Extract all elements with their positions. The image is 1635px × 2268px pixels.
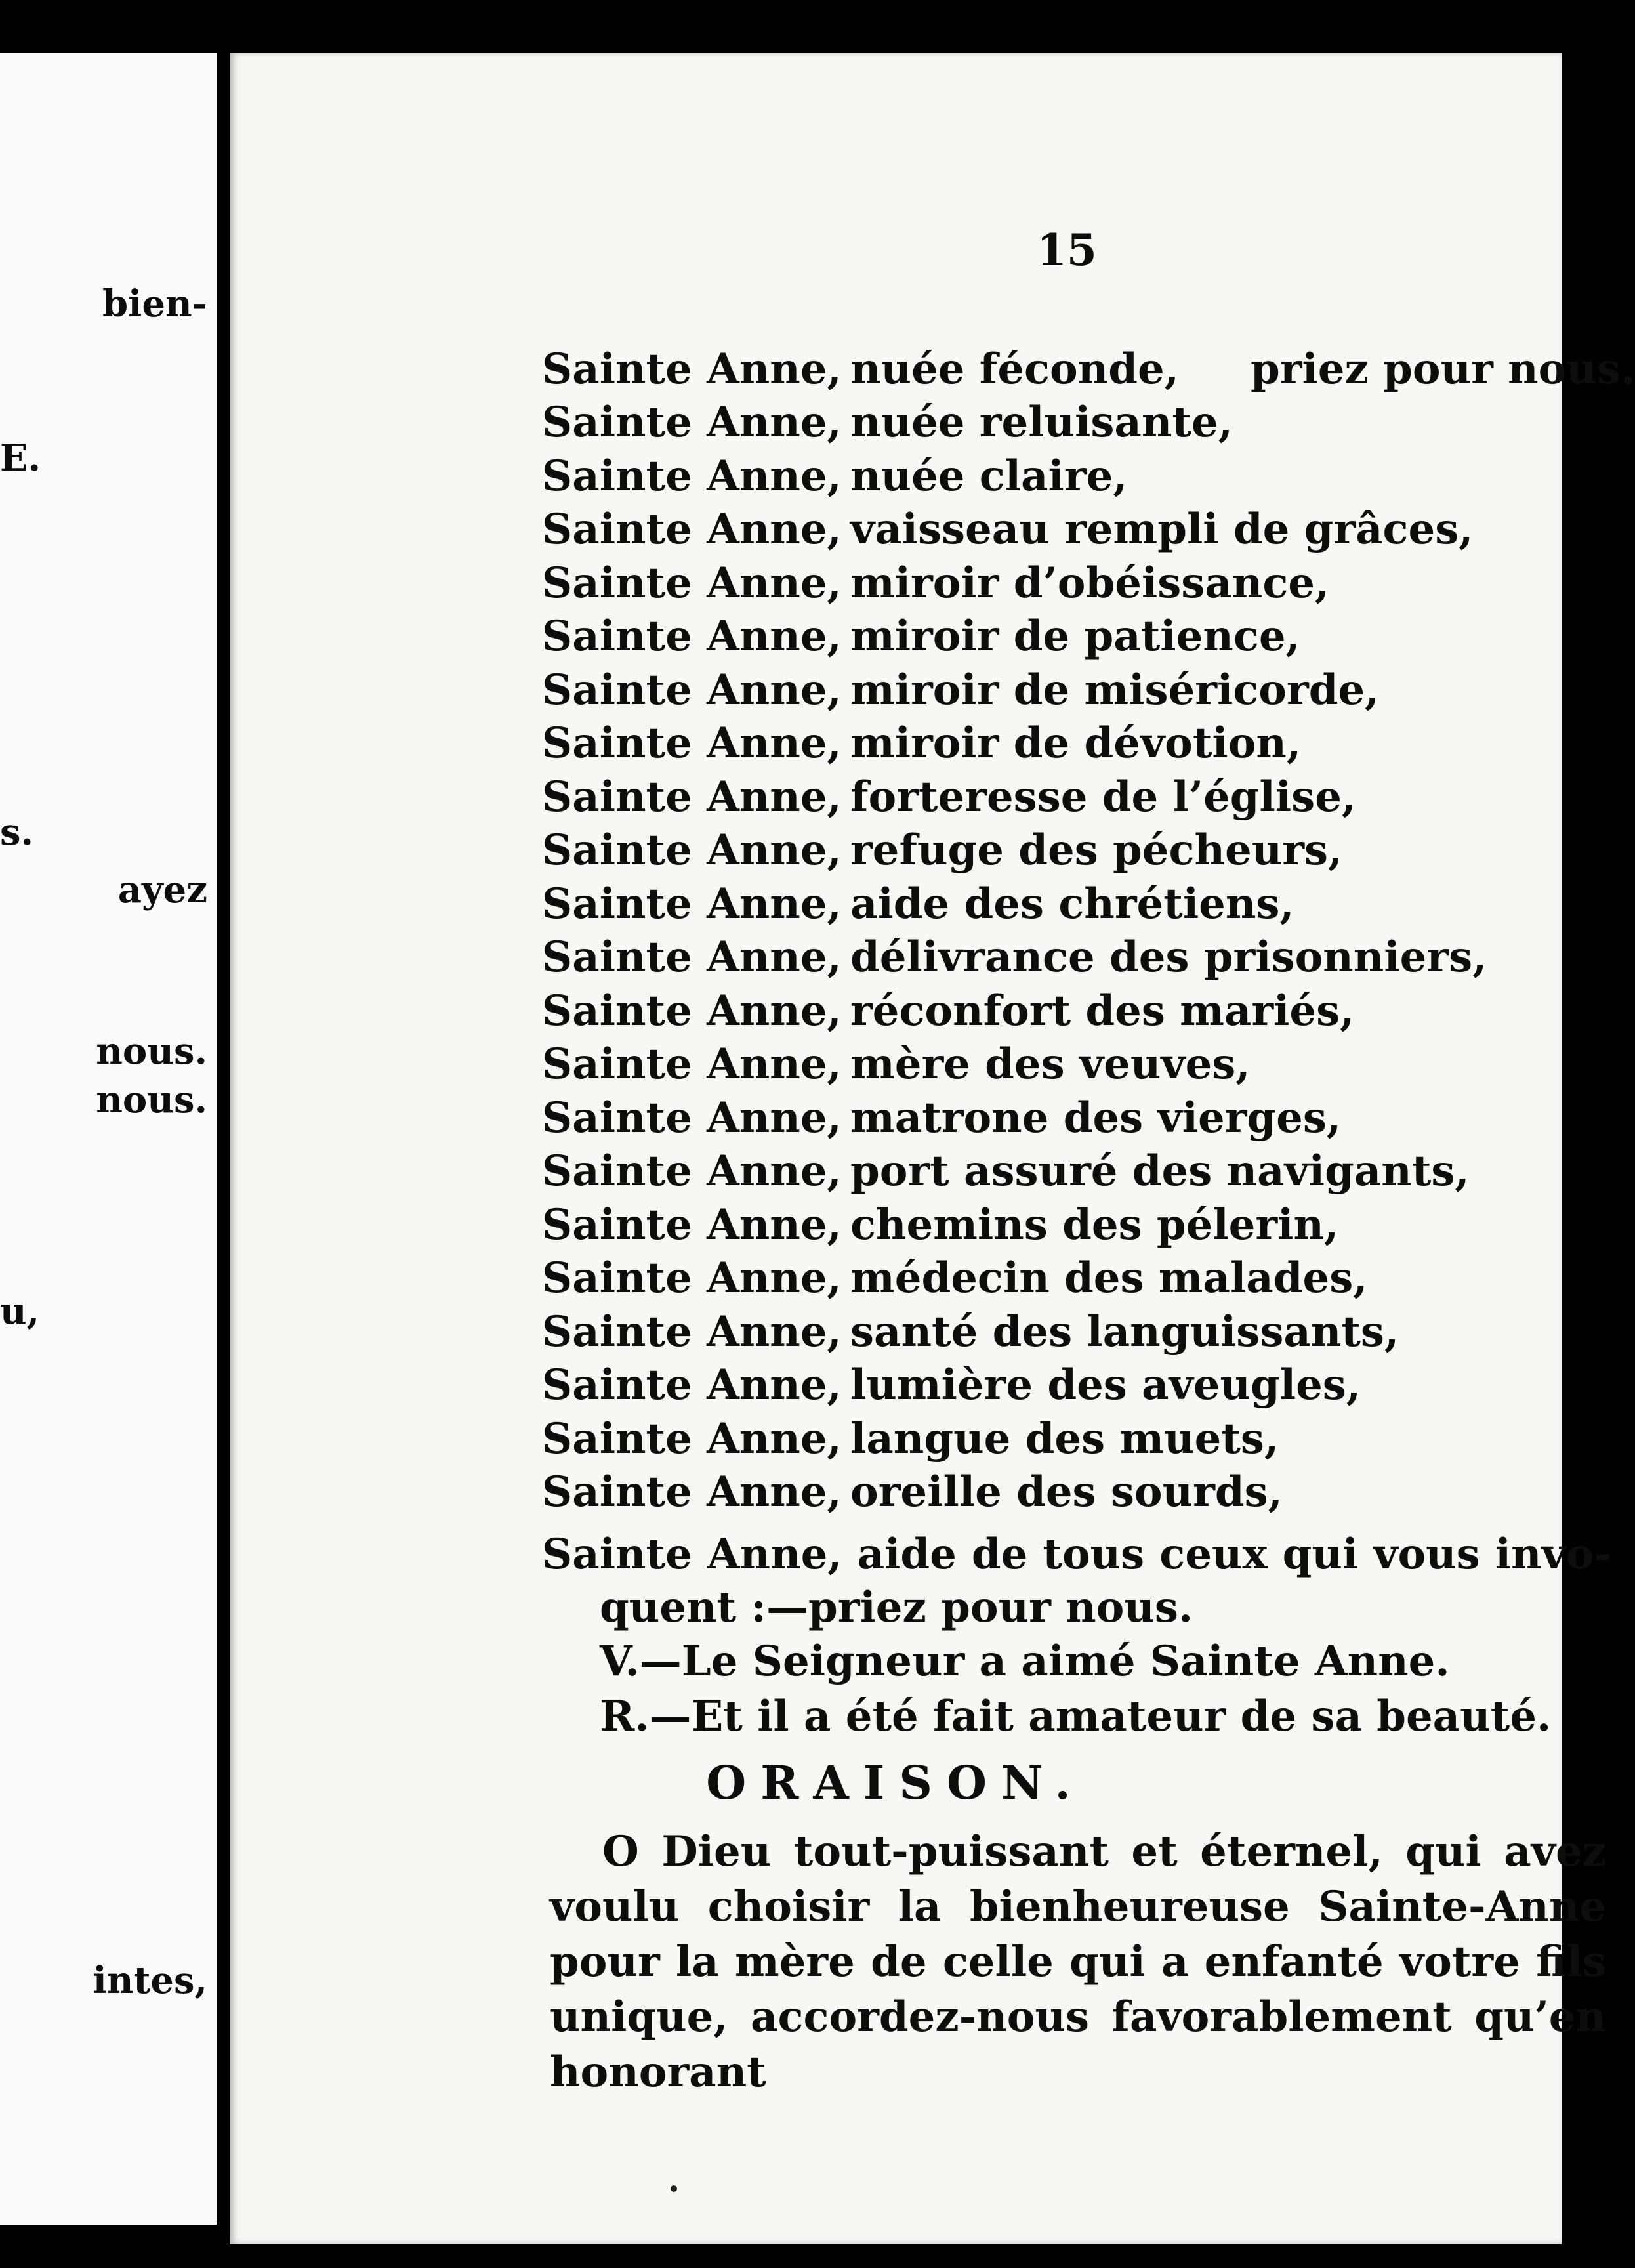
left-page-text: s. xyxy=(0,810,34,854)
litany-line xyxy=(542,1198,1605,1252)
page-number: 15 xyxy=(1037,224,1097,276)
litany-title: lumière des aveugles, xyxy=(850,1360,1361,1410)
prayer-heading: ORAISON. xyxy=(706,1755,1085,1810)
litany-line xyxy=(542,717,1605,771)
final-line-1: Sainte Anne, aide de tous ceux qui vous invo- xyxy=(542,1530,1611,1579)
left-page-text: bien- xyxy=(102,282,207,326)
litany-title: miroir de patience, xyxy=(850,612,1300,662)
litany-name: Sainte Anne, xyxy=(542,772,842,822)
litany-line xyxy=(542,610,1605,664)
final-line-2: quent :—priez pour nous. xyxy=(600,1583,1193,1632)
left-page-text: E. xyxy=(0,436,41,480)
litany-name: Sainte Anne, xyxy=(542,558,842,608)
litany-line xyxy=(542,984,1605,1038)
litany-name: Sainte Anne, xyxy=(542,879,842,929)
litany-title: chemins des pélerin, xyxy=(850,1200,1339,1250)
litany-name: Sainte Anne, xyxy=(542,1360,842,1410)
litany-title: miroir d’obéissance, xyxy=(850,558,1330,608)
litany-name: Sainte Anne, xyxy=(542,826,842,875)
litany-line xyxy=(542,663,1605,717)
ink-speck xyxy=(671,2185,677,2192)
versicle: V.—Le Seigneur a aimé Sainte Anne. xyxy=(600,1637,1450,1686)
litany-response: priez pour nous. xyxy=(1251,344,1635,394)
litany-name: Sainte Anne, xyxy=(542,1040,842,1089)
litany-name: Sainte Anne, xyxy=(542,1146,842,1196)
litany-title: miroir de miséricorde, xyxy=(850,665,1380,715)
litany-line xyxy=(542,770,1605,824)
litany-name: Sainte Anne, xyxy=(542,451,842,501)
litany-title: refuge des pécheurs, xyxy=(850,826,1343,875)
litany-name: Sainte Anne, xyxy=(542,344,842,394)
litany-line xyxy=(542,1252,1605,1306)
litany-line xyxy=(542,503,1605,557)
litany-title: vaisseau rempli de grâces, xyxy=(850,505,1474,555)
litany-name: Sainte Anne, xyxy=(542,719,842,768)
left-page-text: intes, xyxy=(93,1959,207,2002)
litany-line xyxy=(542,1412,1605,1466)
litany-title: forteresse de l’église, xyxy=(850,772,1357,822)
previous-page-fragment xyxy=(0,52,217,2225)
litany-name: Sainte Anne, xyxy=(542,1093,842,1143)
litany-list xyxy=(542,343,1635,1519)
litany-final-invocation xyxy=(542,1528,1611,1634)
litany-title: médecin des malades, xyxy=(850,1253,1368,1303)
litany-name: Sainte Anne, xyxy=(542,612,842,662)
litany-name: Sainte Anne, xyxy=(542,665,842,715)
litany-title: réconfort des mariés, xyxy=(850,986,1355,1036)
litany-line xyxy=(542,556,1605,610)
litany-title: miroir de dévotion, xyxy=(850,719,1302,768)
page-gutter xyxy=(217,0,230,2268)
litany-line xyxy=(542,343,1635,396)
litany-line xyxy=(542,931,1605,985)
litany-name: Sainte Anne, xyxy=(542,1253,842,1303)
litany-title: délivrance des prisonniers, xyxy=(850,933,1487,982)
litany-name: Sainte Anne, xyxy=(542,933,842,982)
litany-name: Sainte Anne, xyxy=(542,398,842,448)
litany-title: nuée reluisante, xyxy=(850,398,1233,448)
litany-name: Sainte Anne, xyxy=(542,1467,842,1517)
litany-line xyxy=(542,1305,1605,1359)
litany-title: nuée claire, xyxy=(850,451,1128,501)
litany-title: aide des chrétiens, xyxy=(850,879,1294,929)
left-page-text: ayez xyxy=(117,868,207,912)
litany-line xyxy=(542,1466,1605,1520)
litany-title: langue des muets, xyxy=(850,1414,1279,1463)
litany-name: Sainte Anne, xyxy=(542,986,842,1036)
left-page-text: nous. xyxy=(96,1030,207,1073)
litany-line xyxy=(542,1359,1605,1413)
litany-line xyxy=(542,1091,1605,1145)
litany-line xyxy=(542,1145,1605,1199)
litany-title: port assuré des navigants, xyxy=(850,1146,1470,1196)
litany-title: oreille des sourds, xyxy=(850,1467,1283,1517)
litany-name: Sainte Anne, xyxy=(542,505,842,555)
litany-line xyxy=(542,396,1605,450)
litany-name: Sainte Anne, xyxy=(542,1200,842,1250)
litany-name: Sainte Anne, xyxy=(542,1307,842,1356)
left-page-text: nous. xyxy=(96,1078,207,1122)
litany-line xyxy=(542,450,1605,503)
book-page xyxy=(230,52,1635,2244)
response: R.—Et il a été fait amateur de sa beauté. xyxy=(600,1692,1552,1741)
left-page-text: u, xyxy=(0,1290,40,1333)
litany-title: matrone des vierges, xyxy=(850,1093,1342,1143)
litany-title: mère des veuves, xyxy=(850,1040,1251,1089)
litany-title: nuée féconde, xyxy=(850,344,1179,394)
litany-line xyxy=(542,824,1605,878)
litany-line xyxy=(542,1038,1605,1092)
litany-line xyxy=(542,877,1605,931)
prayer-text: O Dieu tout-puissant et éternel, qui avez voulu choisir la bienheureuse Sainte-Anne pour la mère de celle qui a enfanté votre fils unique, accordez-nous favorablement qu’en honorant xyxy=(550,1827,1606,2097)
litany-title: santé des languissants, xyxy=(850,1307,1399,1356)
litany-name: Sainte Anne, xyxy=(542,1414,842,1463)
